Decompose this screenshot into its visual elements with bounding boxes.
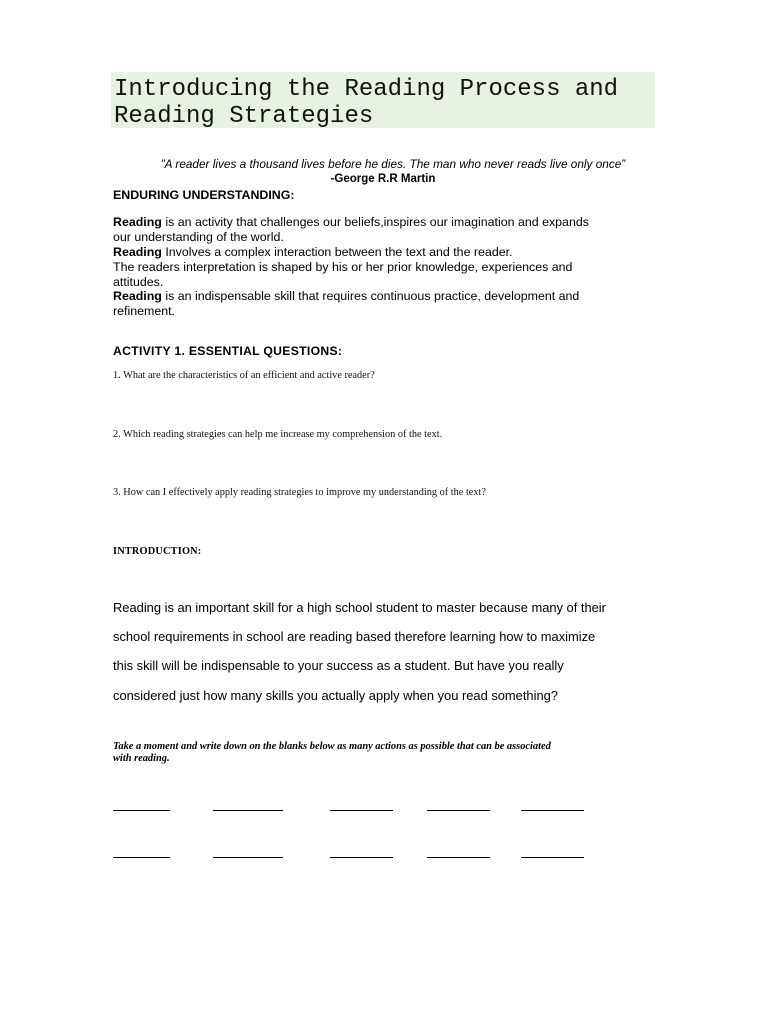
- answer-blank[interactable]: [330, 857, 393, 858]
- enduring-paragraph-1: [113, 215, 589, 245]
- answer-blank[interactable]: [113, 857, 170, 858]
- quote-author: -George R.R Martin: [330, 173, 436, 185]
- enduring-paragraph-3: [113, 260, 572, 290]
- introduction-line-4: considered just how many skills you actually apply when you read something?: [113, 688, 558, 703]
- enduring-paragraph-4: [113, 289, 579, 319]
- answer-blank[interactable]: [521, 810, 584, 811]
- question-3: 3. How can I effectively apply reading strategies to improve my understanding of the text?: [113, 487, 486, 498]
- enduring-p1-line-1: is an activity that challenges our beliefs,inspires our imagination and expands: [161, 215, 589, 229]
- task-line-1: Take a moment and write down on the blanks below as many actions as possible that can be associated: [113, 741, 551, 752]
- answer-blank[interactable]: [427, 857, 490, 858]
- reading-keyword: Reading: [113, 245, 162, 259]
- task-line-2: with reading.: [113, 752, 170, 764]
- introduction-line-2: school requirements in school are reading based therefore learning how to maximize: [113, 629, 596, 644]
- enduring-paragraph-2: [113, 245, 512, 260]
- enduring-heading: ENDURING UNDERSTANDING:: [113, 188, 295, 202]
- answer-blank[interactable]: [521, 857, 584, 858]
- page-title-line-1: Introducing the Reading Process and: [114, 76, 619, 103]
- activity-heading: ACTIVITY 1. ESSENTIAL QUESTIONS:: [113, 344, 343, 358]
- enduring-p3-line-1: The readers interpretation is shaped by his or her prior knowledge, experiences and: [113, 260, 573, 274]
- answer-blank[interactable]: [213, 857, 283, 858]
- enduring-p2-line-1: Involves a complex interaction between the text and the reader.: [161, 245, 513, 259]
- introduction-line-1: Reading is an important skill for a high school student to master because many of their: [113, 600, 606, 615]
- introduction-line-3: this skill will be indispensable to your success as a student. But have you really: [113, 658, 564, 673]
- enduring-p3-line-2: attitudes.: [113, 274, 164, 289]
- answer-blank[interactable]: [113, 810, 170, 811]
- page-title-line-2: Reading Strategies: [114, 103, 374, 130]
- enduring-p4-line-1: is an indispensable skill that requires continuous practice, development and: [161, 289, 580, 303]
- introduction-heading: INTRODUCTION:: [113, 546, 202, 557]
- enduring-p1-line-2: our understanding of the world.: [113, 229, 284, 244]
- reading-keyword: Reading: [113, 289, 162, 303]
- answer-blank[interactable]: [427, 810, 490, 811]
- enduring-p4-line-2: refinement.: [113, 303, 175, 318]
- answer-blank[interactable]: [213, 810, 283, 811]
- question-2: 2. Which reading strategies can help me increase my comprehension of the text.: [113, 429, 443, 440]
- task-instruction: [113, 741, 673, 764]
- answer-blank[interactable]: [330, 810, 393, 811]
- reading-keyword: Reading: [113, 215, 162, 229]
- quote-text: ”A reader lives a thousand lives before he dies. The man who never reads live only once”: [160, 157, 626, 171]
- question-1: 1. What are the characteristics of an efficient and active reader?: [113, 370, 375, 381]
